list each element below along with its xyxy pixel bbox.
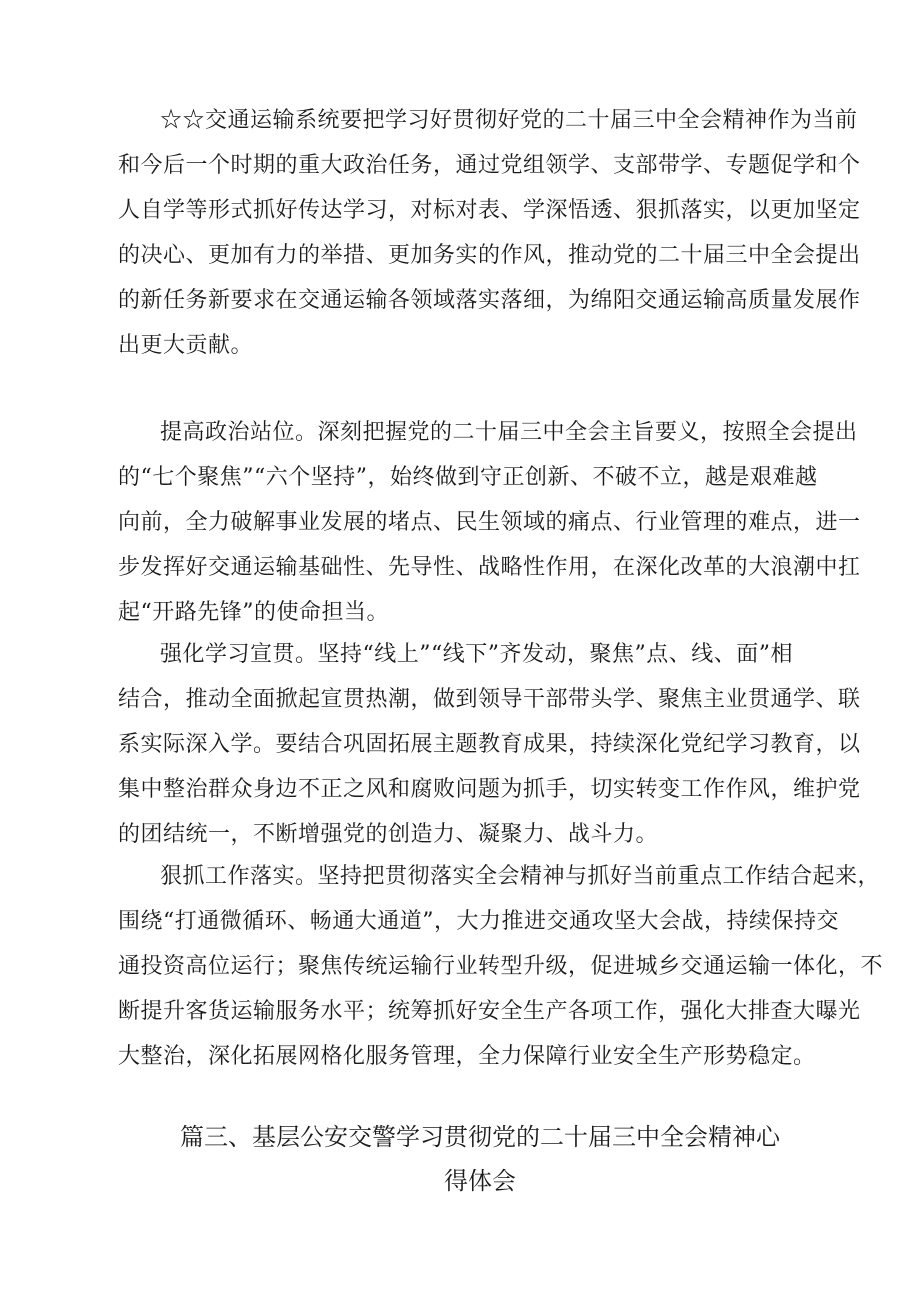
paragraph-3-line-2: 结合，推动全面掀起宣贯热潮，做到领导干部带头学、聚焦主业贯通学、联 (118, 687, 861, 712)
paragraph-2-line-4: 步发挥好交通运输基础性、先导性、战略性作用，在深化改革的大浪潮中扛 (118, 555, 861, 580)
paragraph-2-line-5: 起“开路先锋”的使命担当。 (118, 600, 389, 625)
paragraph-3-line-4: 集中整治群众身边不正之风和腐败问题为抓手，切实转变工作作风，维护党 (118, 777, 861, 802)
paragraph-1-line-6: 出更大贡献。 (118, 333, 254, 358)
paragraph-4-line-5: 大整治，深化拓展网格化服务管理，全力保障行业安全生产形势稳定。 (118, 1044, 816, 1069)
paragraph-3-line-3: 系实际深入学。要结合巩固拓展主题教育成果，持续深化党纪学习教育，以 (118, 732, 861, 757)
paragraph-2-line-1: 提高政治站位。深刻把握党的二十届三中全会主旨要义，按照全会提出 (160, 420, 858, 445)
paragraph-2-line-2: 的“七个聚焦”“六个坚持”，始终做到守正创新、不破不立，越是艰难越 (118, 465, 818, 490)
paragraph-1-line-1: ☆☆交通运输系统要把学习好贯彻好党的二十届三中全会精神作为当前 (160, 108, 858, 133)
paragraph-3-line-1: 强化学习宣贯。坚持“线上”“线下”齐发动，聚焦”点、线、面”相 (160, 642, 793, 667)
section-heading-line-2: 得体会 (444, 1167, 516, 1195)
section-heading-line-1: 篇三、基层公安交警学习贯彻党的二十届三中全会精神心 (180, 1123, 780, 1151)
paragraph-3-line-5: 的团结统一，不断增强党的创造力、凝聚力、战斗力。 (118, 822, 659, 847)
paragraph-4-line-2: 围绕“打通微循环、畅通大通道”，大力推进交通攻坚大会战，持续保持交 (118, 909, 839, 934)
paragraph-1-line-2: 和今后一个时期的重大政治任务，通过党组领学、支部带学、专题促学和个 (118, 153, 861, 178)
paragraph-1-line-4: 的决心、更加有力的举措、更加务实的作风，推动党的二十届三中全会提出 (118, 243, 861, 268)
paragraph-4-line-3: 通投资高位运行；聚焦传统运输行业转型升级，促进城乡交通运输一体化，不 (118, 954, 884, 979)
paragraph-4-line-1: 狠抓工作落实。坚持把贯彻落实全会精神与抓好当前重点工作结合起来， (160, 864, 881, 889)
paragraph-1-line-5: 的新任务新要求在交通运输各领域落实落细，为绵阳交通运输高质量发展作 (118, 288, 861, 313)
paragraph-2-line-3: 向前，全力破解事业发展的堵点、民生领域的痛点、行业管理的难点，进一 (118, 510, 861, 535)
paragraph-1-line-3: 人自学等形式抓好传达学习，对标对表、学深悟透、狠抓落实，以更加坚定 (118, 198, 861, 223)
paragraph-4-line-4: 断提升客货运输服务水平；统筹抓好安全生产各项工作，强化大排查大曝光 (118, 999, 861, 1024)
